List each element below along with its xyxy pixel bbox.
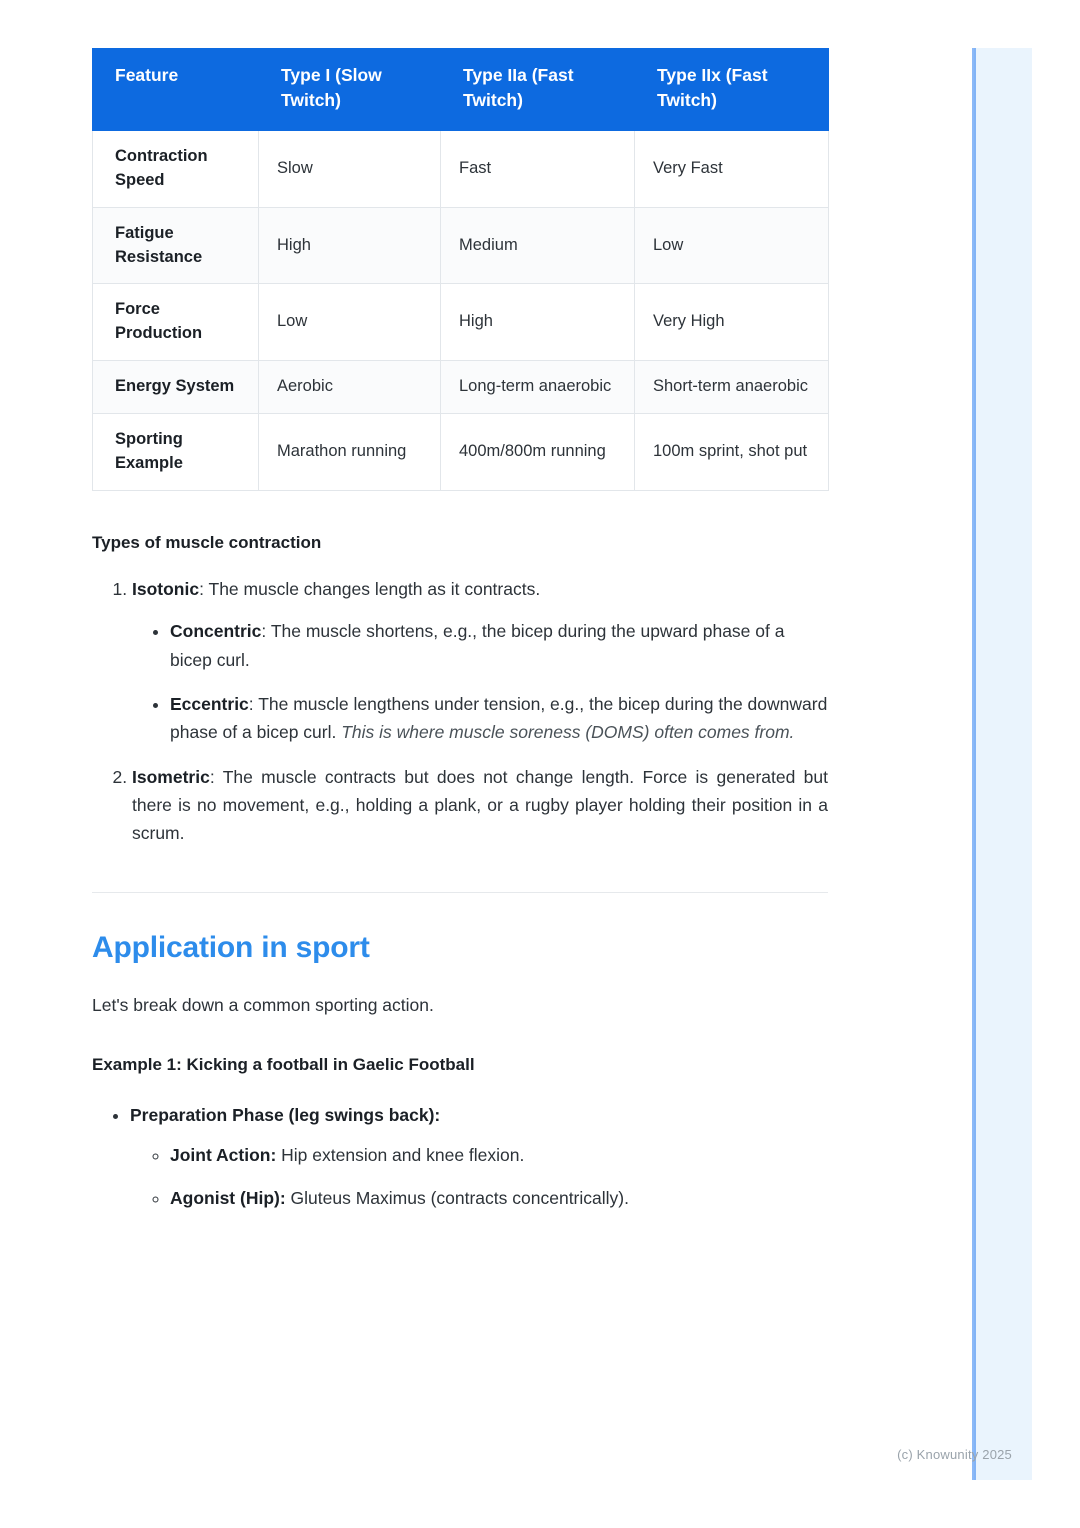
cell-type-2a: 400m/800m running [441,414,635,491]
cell-type-2x: Short-term anaerobic [635,361,829,414]
cell-type-2x: Very High [635,284,829,361]
list-item-isometric [132,763,828,848]
list-item-concentric [170,617,828,674]
table-header-feature: Feature [93,49,259,131]
page-edge-decoration [974,48,1032,1480]
muscle-fibre-table [92,48,829,491]
cell-type-1: Aerobic [259,361,441,414]
table-row [93,207,829,284]
isotonic-sublist [132,617,828,746]
cell-type-1: High [259,207,441,284]
row-label: Force Production [93,284,259,361]
table-header-type-2x: Type IIx (Fast Twitch) [635,49,829,131]
watermark: (c) Knowunity 2025 [897,1447,1012,1462]
scroll-indicator[interactable] [972,48,976,1480]
isotonic-label: Isotonic [132,579,200,600]
cell-type-2a: Long-term anaerobic [441,361,635,414]
contraction-heading: Types of muscle contraction [92,533,322,553]
cell-type-1: Low [259,284,441,361]
concentric-text: : The muscle shortens, e.g., the bicep during the upward phase of a bicep curl. [170,621,785,670]
table-header-type-1: Type I (Slow Twitch) [259,49,441,131]
cell-type-1: Slow [259,130,441,207]
eccentric-label: Eccentric [170,694,249,715]
preparation-phase-points [130,1141,828,1212]
contraction-list [92,575,828,848]
isometric-text: : The muscle contracts but does not change length. Force is generated but there is no movement, e.g., holding a plank, or a rugby player holding their position in a scrum. [132,766,828,844]
row-label: Sporting Example [93,414,259,491]
row-label: Fatigue Resistance [93,207,259,284]
table-row [93,130,829,207]
table-header-row [93,49,829,131]
phase-list [92,1101,828,1212]
table-row [93,284,829,361]
row-label: Energy System [93,361,259,414]
list-item-agonist-hip [170,1184,828,1212]
isometric-label: Isometric [132,766,210,787]
table-row [93,414,829,491]
application-intro: Let's break down a common sporting action. [92,994,434,1015]
concentric-label: Concentric [170,621,262,642]
cell-type-2x: Very Fast [635,130,829,207]
cell-type-2a: Medium [441,207,635,284]
isotonic-text: : The muscle changes length as it contracts. [199,579,541,600]
section-title-application-in-sport: Application in sport [92,930,370,964]
list-item-eccentric [170,690,828,747]
agonist-hip-text: Gluteus Maximus (contracts concentrically). [285,1187,629,1208]
eccentric-text: : The muscle lengthens under tension, e.g., the bicep during the downward phase of a bicep curl. [170,694,828,743]
example-heading: Example 1: Kicking a football in Gaelic Football [92,1055,475,1075]
preparation-phase-label: Preparation Phase (leg swings back): [130,1105,441,1126]
joint-action-text: Hip extension and knee flexion. [276,1145,525,1166]
document-content [92,48,828,1228]
list-item-joint-action [170,1141,828,1169]
table-header-type-2a: Type IIa (Fast Twitch) [441,49,635,131]
cell-type-2x: Low [635,207,829,284]
cell-type-1: Marathon running [259,414,441,491]
list-item-isotonic [132,575,828,747]
cell-type-2a: High [441,284,635,361]
agonist-hip-label: Agonist (Hip): [170,1187,286,1208]
row-label: Contraction Speed [93,130,259,207]
joint-action-label: Joint Action: [170,1145,277,1166]
list-item-preparation-phase [130,1101,828,1212]
table-row [93,361,829,414]
eccentric-note: This is where muscle soreness (DOMS) often comes from. [341,722,795,743]
cell-type-2a: Fast [441,130,635,207]
cell-type-2x: 100m sprint, shot put [635,414,829,491]
section-divider [92,892,828,893]
